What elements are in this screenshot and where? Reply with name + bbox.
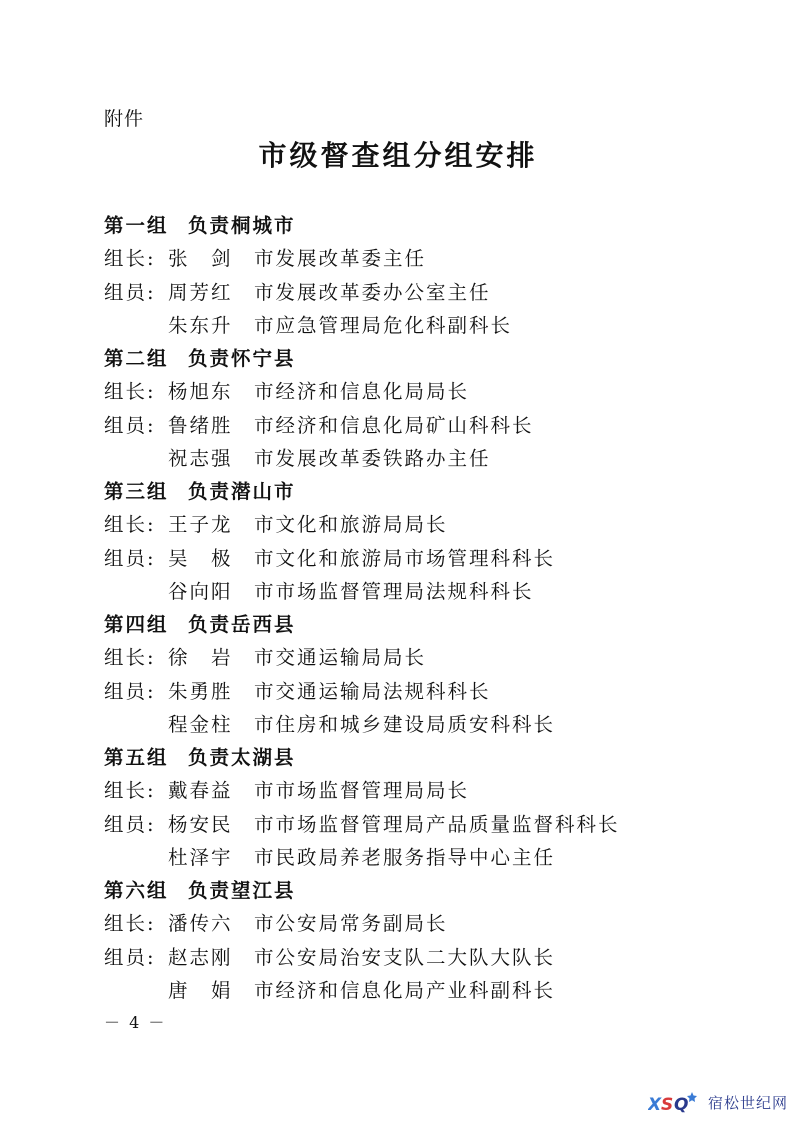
group-member-row bbox=[104, 409, 764, 442]
person-name: 鲁绪胜 bbox=[168, 413, 233, 437]
person-post: 市发展改革委主任 bbox=[254, 247, 427, 271]
person-post: 市文化和旅游局局长 bbox=[254, 513, 448, 537]
person-post: 市民政局养老服务指导中心主任 bbox=[254, 845, 556, 869]
group-leader-row bbox=[104, 774, 764, 807]
person-name: 程金柱 bbox=[168, 712, 233, 736]
role-label: 组员: bbox=[104, 413, 156, 437]
person-name: 周芳红 bbox=[168, 280, 233, 304]
group-member-row bbox=[104, 708, 764, 741]
person-post: 市经济和信息化局局长 bbox=[254, 380, 470, 404]
person-post: 市市场监督管理局产品质量监督科科长 bbox=[254, 812, 620, 836]
group-heading bbox=[104, 741, 764, 774]
group-area: 负责桐城市 bbox=[188, 214, 296, 237]
person-name: 唐 娟 bbox=[168, 978, 233, 1002]
group-name: 第四组 bbox=[104, 613, 169, 636]
role-label: 组员: bbox=[104, 546, 156, 570]
person-post: 市住房和城乡建设局质安科科长 bbox=[254, 712, 556, 736]
group-member-row bbox=[104, 442, 764, 475]
group-member-row bbox=[104, 675, 764, 708]
xsq-logo-icon bbox=[648, 1090, 704, 1114]
person-name: 祝志强 bbox=[168, 446, 233, 470]
person-name: 王子龙 bbox=[168, 513, 233, 537]
group-member-row bbox=[104, 841, 764, 874]
person-name: 赵志刚 bbox=[168, 945, 233, 969]
group-heading bbox=[104, 608, 764, 641]
group-name: 第三组 bbox=[104, 480, 169, 503]
group-member-row bbox=[104, 974, 764, 1007]
person-name: 朱勇胜 bbox=[168, 679, 233, 703]
group-area: 负责岳西县 bbox=[188, 613, 296, 636]
person-name: 徐 岩 bbox=[168, 646, 233, 670]
group-leader-row bbox=[104, 907, 764, 940]
person-post: 市经济和信息化局产业科副科长 bbox=[254, 978, 556, 1002]
group-member-row bbox=[104, 575, 764, 608]
page-title: 市级督查组分组安排 bbox=[258, 139, 538, 172]
role-label: 组员: bbox=[104, 679, 156, 703]
group-list bbox=[104, 209, 764, 1007]
person-post: 市应急管理局危化科副科长 bbox=[254, 313, 513, 337]
person-post: 市市场监督管理局局长 bbox=[254, 779, 470, 803]
group-heading bbox=[104, 475, 764, 508]
group-leader-row bbox=[104, 375, 764, 408]
person-post: 市交通运输局法规科科长 bbox=[254, 679, 491, 703]
group-area: 负责望江县 bbox=[188, 879, 296, 902]
svg-text:X: X bbox=[648, 1095, 662, 1114]
person-name: 戴春益 bbox=[168, 779, 233, 803]
group-name: 第二组 bbox=[104, 347, 169, 370]
person-post: 市公安局常务副局长 bbox=[254, 912, 448, 936]
attachment-label: 附件 bbox=[104, 108, 145, 130]
group-area: 负责潜山市 bbox=[188, 480, 296, 503]
role-label: 组长: bbox=[104, 646, 156, 670]
role-label: 组员: bbox=[104, 945, 156, 969]
svg-text:Q: Q bbox=[674, 1095, 689, 1114]
role-label: 组长: bbox=[104, 380, 156, 404]
group-member-row bbox=[104, 276, 764, 309]
role-label: 组长: bbox=[104, 912, 156, 936]
person-post: 市公安局治安支队二大队大队长 bbox=[254, 945, 556, 969]
watermark bbox=[648, 1088, 788, 1116]
role-label: 组长: bbox=[104, 513, 156, 537]
person-name: 朱东升 bbox=[168, 313, 233, 337]
group-member-row bbox=[104, 309, 764, 342]
role-label: 组员: bbox=[104, 812, 156, 836]
group-heading bbox=[104, 209, 764, 242]
group-name: 第六组 bbox=[104, 879, 169, 902]
person-name: 谷向阳 bbox=[168, 579, 233, 603]
group-heading bbox=[104, 342, 764, 375]
person-name: 杨旭东 bbox=[168, 380, 233, 404]
person-name: 潘传六 bbox=[168, 912, 233, 936]
group-area: 负责怀宁县 bbox=[188, 347, 296, 370]
person-post: 市经济和信息化局矿山科科长 bbox=[254, 413, 534, 437]
person-name: 张 剑 bbox=[168, 247, 233, 271]
group-name: 第一组 bbox=[104, 214, 169, 237]
person-name: 杜泽宇 bbox=[168, 845, 233, 869]
group-leader-row bbox=[104, 242, 764, 275]
group-name: 第五组 bbox=[104, 746, 169, 769]
role-label: 组长: bbox=[104, 247, 156, 271]
watermark-text: 宿松世纪网 bbox=[708, 1093, 789, 1112]
person-post: 市文化和旅游局市场管理科科长 bbox=[254, 546, 556, 570]
svg-text:S: S bbox=[661, 1095, 674, 1114]
person-post: 市发展改革委铁路办主任 bbox=[254, 446, 491, 470]
group-member-row bbox=[104, 542, 764, 575]
role-label: 组员: bbox=[104, 280, 156, 304]
group-area: 负责太湖县 bbox=[188, 746, 296, 769]
person-post: 市交通运输局局长 bbox=[254, 646, 427, 670]
group-leader-row bbox=[104, 508, 764, 541]
group-heading bbox=[104, 874, 764, 907]
group-leader-row bbox=[104, 641, 764, 674]
page-number: － 4 － bbox=[104, 1013, 167, 1032]
person-name: 吴 极 bbox=[168, 546, 233, 570]
person-post: 市发展改革委办公室主任 bbox=[254, 280, 491, 304]
person-name: 杨安民 bbox=[168, 812, 233, 836]
group-member-row bbox=[104, 808, 764, 841]
role-label: 组长: bbox=[104, 779, 156, 803]
group-member-row bbox=[104, 941, 764, 974]
person-post: 市市场监督管理局法规科科长 bbox=[254, 579, 534, 603]
